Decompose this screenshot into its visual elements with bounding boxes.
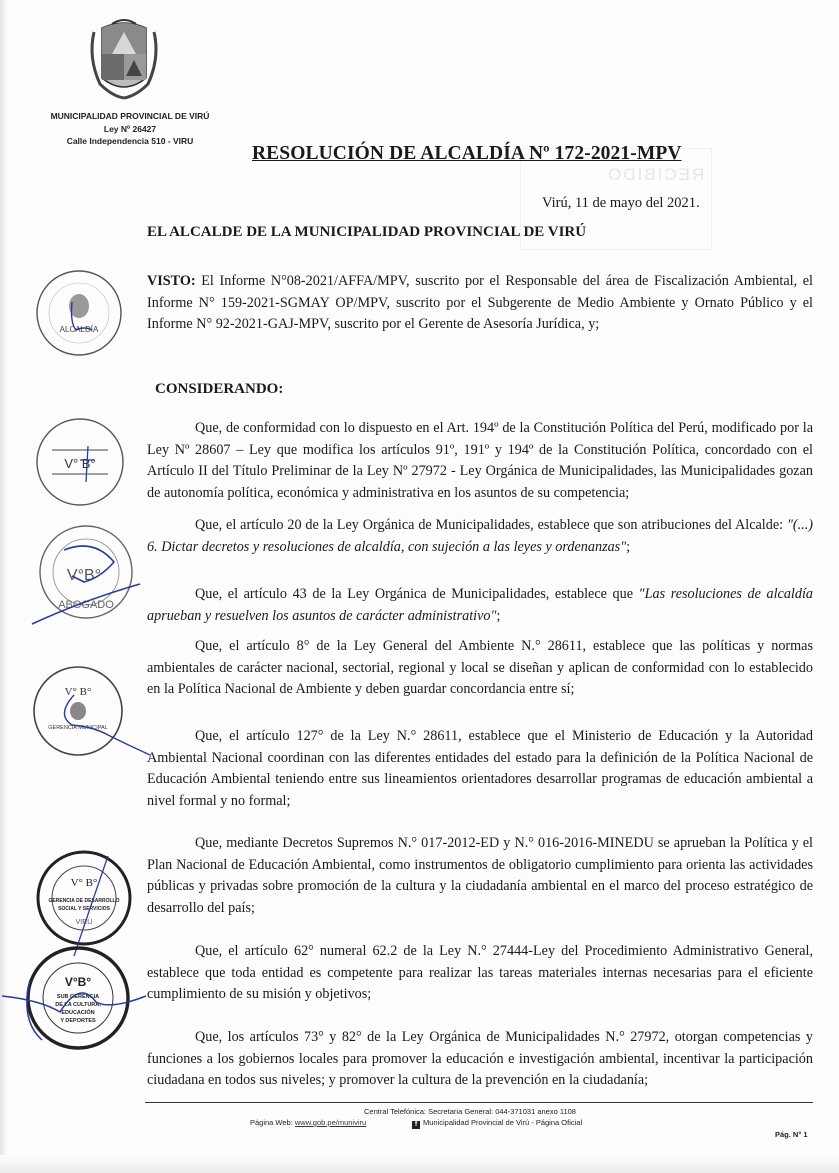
- visto-label: VISTO:: [147, 273, 196, 289]
- footer-web-label: Página Web:: [250, 1118, 295, 1127]
- org-name: MUNICIPALIDAD PROVINCIAL DE VIRÚ: [50, 111, 210, 121]
- paragraph-quote: "(...) 6. Dictar decretos y resoluciones de alcaldía, con sujeción a las leyes y ordenanzas": [147, 517, 813, 555]
- resolution-date: Virú, 11 de mayo del 2021.: [542, 195, 700, 211]
- considerando-heading: CONSIDERANDO:: [155, 381, 284, 397]
- page-number: Pág. N° 1: [775, 1130, 808, 1139]
- seal-bottom-text: ABOGADO: [58, 599, 114, 611]
- seal-gerencia-municipal: [24, 665, 154, 765]
- received-stamp-text: RECIBIDO: [606, 165, 705, 184]
- footer-facebook: [412, 1117, 582, 1129]
- paragraph-end: ;: [496, 607, 501, 624]
- paragraph: [147, 515, 813, 558]
- paragraph: Que, el artículo 127° de la Ley N.° 28611, establece que el Ministerio de Educación y la Autoridad Ambiental Nacional coordinan con las diferentes entidades del estado para la definición de la Política Nacional de Educación Ambiental teniendo entre sus lineamientos orientadores desarrollar programas de educación ambiental a nivel formal y no formal;: [147, 728, 813, 809]
- seal-bottom-text: VIRÚ: [75, 919, 93, 926]
- seal-cultura-educacion: [0, 940, 150, 1060]
- org-law: Ley Nº 26427: [103, 123, 157, 134]
- paragraph-end: ;: [626, 538, 631, 555]
- footer-web: [250, 1117, 366, 1128]
- municipal-crest-icon: [82, 18, 166, 104]
- paragraph: Que, los artículos 73° y 82° de la Ley Orgánica de Municipalidades N.° 27972, otorgan competencias y funciones a los gobiernos locales para promover la educación e investigación ambiental, incentivar la participación ciudadana en todos sus niveles; y promover la cultura de la prevención en la ciudadanía;: [147, 1029, 813, 1088]
- paragraph: [147, 584, 813, 627]
- signature-mark: [32, 546, 140, 624]
- organization-header: [20, 110, 240, 148]
- paragraph-quote: "Las resoluciones de alcaldía aprueban y resuelven los asuntos de carácter administrativo": [147, 586, 813, 624]
- seal-center-text: V°B°: [66, 567, 102, 584]
- page-footer: [250, 1106, 690, 1128]
- seal-top-text: V° B°: [64, 686, 92, 698]
- seal-top-text: V° B°: [70, 877, 98, 889]
- visto-paragraph: [147, 271, 813, 336]
- paragraph: Que, mediante Decretos Supremos N.° 017-2012-ED y N.° 016-2016-MINEDU se aprueban la Política y el Plan Nacional de Educación Ambiental, como instrumentos de obligatorio cumplimiento para orienta las actividades públicas y privadas sobre promoción de la cultura y la ciudadanía ambiental en el marco del proceso estratégico de desarrollo del país;: [147, 835, 813, 916]
- footer-facebook-text: Municipalidad Provincial de Virú - Página Oficial: [423, 1118, 583, 1127]
- seal-center-text-3: EDUCACIÓN: [61, 1010, 95, 1016]
- scan-edge-bottom: [0, 1155, 839, 1173]
- resolution-title: RESOLUCIÓN DE ALCALDÍA Nº 172-2021-MPV: [252, 143, 682, 164]
- seal-center-text-4: Y DEPORTES: [60, 1018, 96, 1024]
- seal-center-text: GERENCIA MUNICIPAL: [48, 725, 108, 731]
- paragraph-text: Que, el artículo 43 de la Ley Orgánica de Municipalidades, establece que: [195, 586, 639, 602]
- seal-center-text: ALCALDÍA: [59, 325, 99, 334]
- issuing-authority: EL ALCALDE DE LA MUNICIPALIDAD PROVINCIAL DE VIRÚ: [147, 224, 587, 240]
- paragraph-text: Que, el artículo 20 de la Ley Orgánica de Municipalidades, establece que son atribuciones del Alcalde:: [195, 517, 787, 533]
- paragraph: Que, de conformidad con lo dispuesto en el Art. 194º de la Constitución Política del Perú, modificado por la Ley Nº 28607 – Ley que modifica los artículos 91º, 191º y 194º de la Constitución Política, concordado con el Artículo II del Título Preliminar de la Ley Nº 27972 - Ley Orgánica de Municipalidades, las Municipalidades gozan de autonomía política, económica y administrativa en los asuntos de su competencia;: [147, 420, 813, 501]
- footer-divider: [145, 1102, 813, 1103]
- visto-text: El Informe N°08-2021/AFFA/MPV, suscrito por el Responsable del área de Fiscalización Ambiental, el Informe N° 159-2021-SGMAY OP/MPV, suscrito por el Subgerente de Medio Ambiente y Ornato Público y el Informe N° 92-2021-GAJ-MPV, suscrito por el Gerente de Asesoría Jurídica, y;: [147, 273, 813, 332]
- footer-phone: Central Telefónica: Secretaria General: 044-371031 anexo 1108: [364, 1107, 576, 1116]
- seal-center-text: V° B°: [64, 456, 96, 471]
- paragraph: Que, el artículo 8° de la Ley General del Ambiente N.° 28611, establece que las políticas y normas ambientales de carácter nacional, sectorial, regional y local se diseñan y aplican de conformidad con lo establecido en la Política Nacional de Ambiente y deben guardar concordancia entre sí;: [147, 638, 813, 697]
- seal-top-text: V°B°: [64, 975, 92, 989]
- facebook-icon: f: [412, 1121, 420, 1129]
- paragraph: Que, el artículo 62° numeral 62.2 de la Ley N.° 27444-Ley del Procedimiento Administrativo General, establece que toda entidad es competente para realizar las tareas materiales internas necesarias para el eficiente cumplimiento de su misión y objetivos;: [147, 943, 813, 1002]
- seal-center-text-2: SOCIAL Y SERVICIOS: [58, 906, 110, 912]
- seal-center-text-2: DE LA CULTURA,: [55, 1002, 101, 1008]
- seal-asesoria-juridica: [24, 520, 144, 630]
- seal-secretaria-general: [34, 416, 126, 508]
- seal-center-text: SUB GERENCIA: [56, 994, 100, 1000]
- seal-center-text: GERENCIA DE DESARROLLO: [48, 898, 120, 904]
- seal-alcaldia: [34, 268, 124, 358]
- org-address: Calle Independencia 510 - VIRU: [66, 136, 194, 146]
- footer-web-link[interactable]: www.gob.pe/muniviru: [294, 1118, 367, 1127]
